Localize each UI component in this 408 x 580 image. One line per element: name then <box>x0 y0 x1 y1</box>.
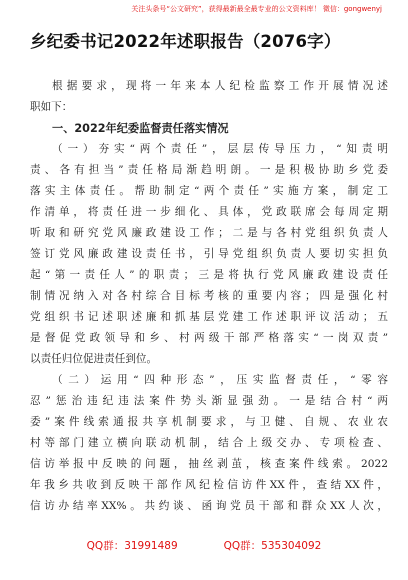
footer-contacts <box>0 538 408 553</box>
paragraph-line: 年我乡共收到反映干部作风纪检信访件XX件，查结XX件， <box>30 479 388 491</box>
paragraph-line: 根据要求，现将一年来本人纪检监察工作开展情况述 <box>52 80 388 92</box>
paragraph-line: 忍”惩治违纪违法案件势头渐显强劲。一是结合村“两 <box>30 395 388 407</box>
paragraph-line: 信访办结率XX%。共约谈、函询党员干部和群众XX人次， <box>30 500 388 512</box>
section-heading: 一、2022年纪委监督责任落实情况 <box>52 122 229 135</box>
paragraph-line: 责、各有担当”责任格局渐趋明朗。一是积极协助乡党委 <box>30 164 388 176</box>
paragraph-line: 签订党风廉政建设责任书，引导党组织负责人要切实担负 <box>30 248 388 260</box>
paragraph-line: （一）夯实“两个责任”，层层传导压力，“知责明 <box>52 143 388 155</box>
paragraph-line: 信访举报中反映的问题，抽丝剥茧，核查案件线索。2022 <box>30 458 388 470</box>
document-title: 乡纪委书记2022年述职报告（2076字） <box>30 32 341 51</box>
paragraph-line: 起“第一责任人”的职责；三是将执行党风廉政建设责任 <box>30 269 388 281</box>
document-body <box>30 76 388 517</box>
paragraph-line: 制情况纳入对各村综合目标考核的重要内容；四是强化村 <box>30 290 388 302</box>
paragraph-line: 村等部门建立横向联动机制，结合上级交办、专项检查、 <box>30 437 388 449</box>
paragraph-line: 委”案件线索通报共享机制要求，与卫健、自规、农业农 <box>30 416 388 428</box>
paragraph-line: 是督促党政领导和乡、村两级干部严格落实“一岗双责” <box>30 332 388 344</box>
paragraph-line: 听取和研究党风廉政建设工作；二是与各村党组织负责人 <box>30 227 388 239</box>
paragraph-line: 以责任归位促进责任到位。 <box>30 353 158 365</box>
paragraph-line: 作清单，将责任进一步细化、具体，党政联席会每周定期 <box>30 206 388 218</box>
paragraph-line: 落实主体责任。帮助制定“两个责任”实施方案，制定工 <box>30 185 388 197</box>
paragraph-line: （二）运用“四种形态”，压实监督责任，“零容 <box>52 374 388 386</box>
footer-qq-group-2: QQ群：535304092 <box>223 540 322 552</box>
paragraph-line: 职如下： <box>30 101 73 113</box>
paragraph-line: 党组织书记述职述廉和抓基层党建工作述职评议活动；五 <box>30 311 388 323</box>
header-banner: 关注头条号“公文研究”，获得最新最全最专业的公文资料库！ 微信：gongwenyj <box>131 5 382 13</box>
footer-qq-group-1: QQ群：31991489 <box>86 540 178 552</box>
